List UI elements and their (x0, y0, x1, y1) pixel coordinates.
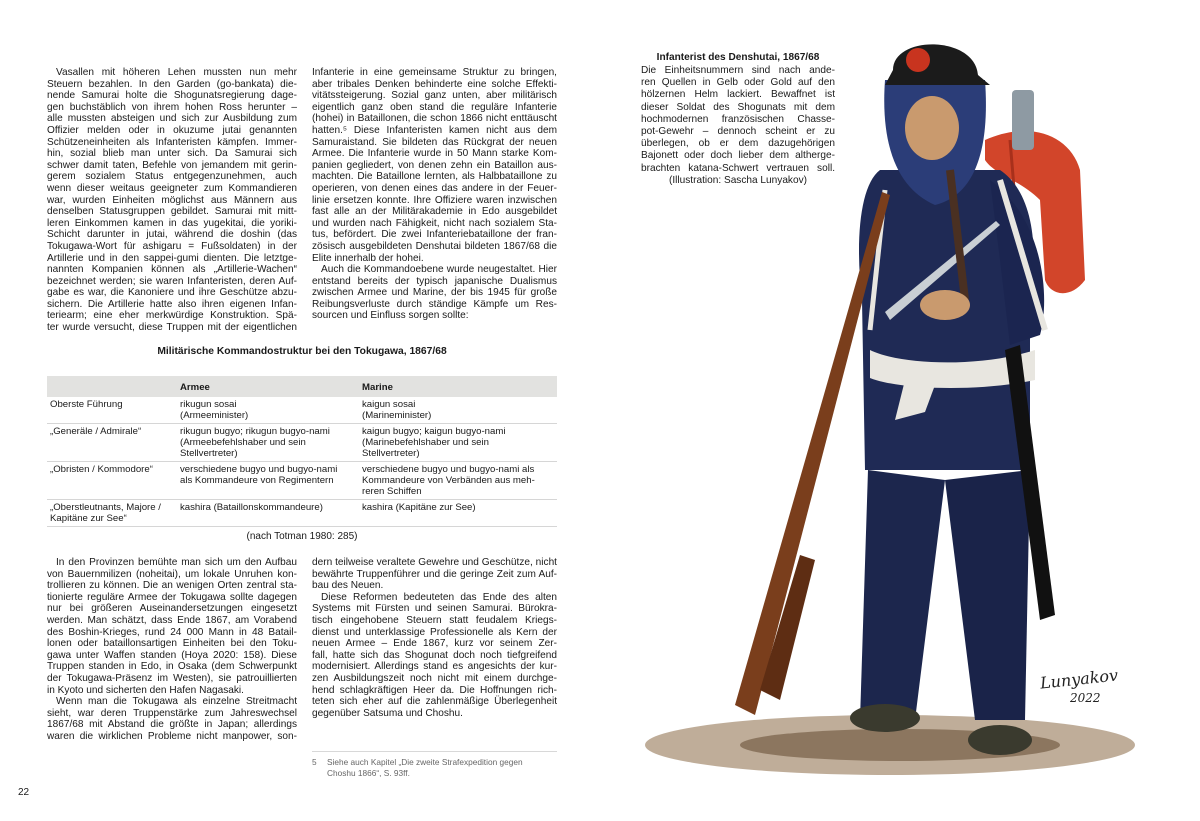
table-cell: „Oberstleutnants, Majore / Kapitäne zur See“ (47, 500, 177, 527)
text-line: In den Provinzen bemühte man sich um den Aufbau (56, 557, 297, 568)
table-cell: kaigun sosai (Marineminister) (359, 397, 557, 424)
table-cell: verschiedene bugyo und bugyo-nami als Kommandeure von Verbänden aus meh- reren Schiffen (359, 462, 557, 500)
text-line: linie ersetzen konnte. Ihre Offiziere waren inzwischen (312, 194, 557, 206)
table-source: (nach Totman 1980: 285) (246, 531, 358, 542)
text-line: zen Ausbildungszeit noch nicht mit einem durchge- (312, 672, 557, 684)
table-cell: „Obristen / Kommodore“ (47, 462, 177, 500)
text-line: fast alle an der Militärakademie in Edo ausgebildet (312, 206, 557, 218)
footnote-line: Choshu 1866“, S. 93ff. (327, 767, 410, 778)
text-line: Vasallen mit höheren Lehen mussten nun mehr (56, 67, 297, 78)
text-line: waren die wirklichen Probleme nicht manpower, son- (47, 730, 297, 742)
table-cell: „Generäle / Admirale“ (47, 424, 177, 462)
table-cell: kashira (Kapitäne zur See) (359, 500, 557, 527)
caption-credit: (Illustration: Sascha Lunyakov) (668, 174, 807, 186)
text-line: Truppen standen in Edo, in Osaka (dem Schwerpunkt (47, 661, 297, 673)
text-line: bezeichnet werden; sie waren Infanteristen, deren Auf- (47, 275, 297, 287)
text-line: zwischen Armee und Marine, der bis 1945 für große (312, 287, 557, 299)
text-line: operieren, von denen eines das andere in der Feuer- (312, 182, 557, 194)
text-line: hatten.⁵ Diese Infanteristen kamen nicht aus dem (312, 124, 557, 136)
text-line: bau des Neuen. (312, 580, 384, 592)
text-line: tisch eingehobene Steuern statt feudalem Kriegs- (312, 614, 557, 626)
text-line: Samuraistand. Sie bildeten das Rückgrat der neuen (312, 136, 557, 148)
command-structure-table (47, 376, 557, 527)
text-line: vitätssteigerung. Sozial ganz unten, aber militärisch (312, 90, 557, 102)
caption-line: Bajonett oder doch lieber dem altherge- (641, 150, 835, 162)
table-row (47, 462, 557, 500)
text-line: gerem sozialem Status entgegenzunehmen, auch (47, 171, 297, 183)
table-row (47, 397, 557, 424)
text-line: wenn dieser weitaus geeigneter zum Kommandieren (47, 182, 297, 194)
text-line: Elite innerhalb der hohei. (312, 252, 424, 264)
text-line: fall, hatte sich das Shogunat doch noch tiefgreifend (312, 649, 557, 661)
text-line: neuen Armee – Ende 1867, kurz vor seinem Zer- (312, 638, 557, 650)
table-cell: rikugun bugyo; rikugun bugyo-nami (Armeebefehlshaber und sein Stellvertreter) (177, 424, 359, 462)
text-line: ter wurde versucht, diese Truppen mit der eigentlichen (47, 322, 297, 334)
text-line: hin, sozial blieb man unter sich. Da Samurai sich (47, 148, 297, 160)
table-cell: kaigun bugyo; kaigun bugyo-nami (Marinebefehlshaber und sein Stellvertreter) (359, 424, 557, 462)
text-column-bottom-left (47, 557, 297, 743)
text-line: gegenüber Satsuma und Choshu. (312, 707, 463, 719)
text-line: hend schlagkräftigen Heer da. Die Hoffnungen rich- (312, 684, 557, 696)
uniform-body (859, 170, 1045, 720)
text-line: Diese Reformen bedeuteten das Ende des alten (321, 591, 557, 603)
text-line: Auch die Kommandoebene wurde neugestaltet. Hier (321, 264, 557, 276)
text-line: Artillerie und in den sappei-gumi dienten. Die letztge- (47, 252, 297, 264)
caption-line: dieser Soldat des Shogunats mit dem (641, 101, 835, 113)
text-line: Reibungsverluste durch ständige Kämpfe um Res- (312, 298, 557, 310)
table-cell: Oberste Führung (47, 397, 177, 424)
text-line: Schicht darunter in jutai, während die doshin (das (47, 229, 297, 241)
text-line: denselben Statusgruppen gebildet. Samurai mit mitt- (47, 206, 297, 218)
text-line: dern teilweise veraltete Gewehre und Geschütze, nicht (312, 557, 557, 568)
table-header-cell: Armee (177, 376, 359, 397)
text-line: von Bauernmilizen (noheitai), um lokale Unruhen kon- (47, 568, 297, 580)
footnote-line: Siehe auch Kapitel „Die zweite Strafexpedition gegen (327, 757, 523, 767)
table-header-cell (47, 376, 177, 397)
text-line: Tokugawa-Wort für ashigaru = Fußsoldaten) in der (47, 240, 297, 252)
text-line: (hohei) in Bataillonen, die schon 1866 nicht enttäuscht (312, 113, 557, 125)
text-line: werden. Man schätzt, dass Ende 1867, am Vorabend (47, 614, 297, 626)
text-line: eigentlich ganz oben stand die reguläre Infanterie (312, 101, 557, 113)
table-header-cell: Marine (359, 376, 557, 397)
table-row (47, 424, 557, 462)
text-line: lonen oder bataillonsartigen Einheiten bei den Toku- (47, 638, 297, 650)
text-line: sieht, war deren Truppenstärke zum Jahreswechsel (47, 707, 297, 719)
helmet (885, 44, 990, 85)
table-row (47, 500, 557, 527)
caption-line: überlegen, ob er dem dazugehörigen (641, 138, 835, 150)
caption-line: hochmodernen französischen Chasse- (641, 113, 835, 125)
page-number: 22 (18, 787, 30, 798)
text-line: Infanterie in eine gemeinsame Struktur zu bringen, (312, 67, 557, 78)
text-line: entstand bereits der typisch japanische Dualismus (312, 275, 557, 287)
text-line: gen buchstäblich von ihrem hohen Ross herunter – (47, 101, 297, 113)
text-line: panien gegliedert, von denen zehn ein Bataillon aus- (312, 159, 557, 171)
text-line: tionierte reguläre Armee der Tokugawa sollte dagegen (47, 591, 297, 603)
soldier-illustration (640, 30, 1140, 805)
table-cell: rikugun sosai (Armeeminister) (177, 397, 359, 424)
text-line: Armee. Die Infanterie wurde in 50 Mann starke Kom- (312, 148, 557, 160)
text-column-top-left (47, 67, 297, 334)
text-line: nende Samurai holte die Shogunatsregierung dage- (47, 90, 297, 102)
table-header-row (47, 376, 557, 397)
text-line: Schützeneinheiten als Infanteristen kämpfen. Immer- (47, 136, 297, 148)
caption-line: brachten katana-Schwert vertrauen soll. (641, 162, 835, 174)
text-line: zösisch ausgebildeten Denshutai bildeten 1867/68 die (312, 240, 557, 252)
text-line: sourcen und Einfluss sorgen sollte: (312, 310, 469, 322)
text-line: der Tokugawa-Präsenz im Westen), sie patrouillierten (47, 672, 297, 684)
signature-year: 2022 (1070, 691, 1101, 705)
artist-signature: Lunyakov (1039, 665, 1119, 693)
text-line: teriearm; eine eher merkwürdige Konstruktion. Spä- (47, 310, 297, 322)
text-line: gawa unter Waffen standen (Hoya 2020: 158). Diese (47, 649, 297, 661)
text-line: Wenn man die Tokugawa als einzelne Streitmacht (56, 696, 297, 708)
text-line: machten. Die Bataillone lernten, als Halbbataillone zu (312, 171, 557, 183)
text-line: gabe es war, die Kanoniere und ihre Geschütze abzu- (47, 287, 297, 299)
text-column-top-right (312, 67, 557, 322)
footnote-divider (312, 751, 557, 752)
hands (920, 290, 970, 320)
caption-line: hölzernen Helm lackiert. Bewaffnet ist (641, 89, 835, 101)
text-line: alle mussten absteigen und sich zur Ausbildung zum (47, 113, 297, 125)
text-line: 1867/68 mit Abstand die größte in Japan; allerdings (47, 719, 297, 731)
text-line: sichern. Die Artillerie hatte also ihren eigenen Infan- (47, 298, 297, 310)
helmet-emblem (906, 48, 930, 72)
text-line: Systems mit Fürsten und seinen Samurai. Bürokra- (312, 603, 557, 615)
caption-line: Die Einheitsnummern sind nach ande- (641, 65, 835, 76)
text-line: schwer damit taten, Befehle von jemandem mit gerin- (47, 159, 297, 171)
text-line: in Kyoto und sicherten den Hafen Nagasaki. (47, 684, 244, 696)
text-line: war, wurden Einheiten möglichst aus Männern aus (47, 194, 297, 206)
text-line: Steuern bezahlen. In den Garden (go-bankata) die- (47, 78, 297, 90)
text-line: teten sich eher auf die zahlenmäßige Überlegenheit (312, 696, 557, 708)
table-cell: kashira (Bataillonskommandeure) (177, 500, 359, 527)
canteen (1012, 90, 1034, 150)
footnote-number: 5 (312, 757, 317, 767)
text-line: trollieren zu können. Die an wenigen Orten zentral sta- (47, 580, 297, 592)
text-line: nannten Kompanien können als „Artillerie-Wachen“ (47, 264, 297, 276)
text-line: tus, befördert. Die zwei Infanteriebataillone der fran- (312, 229, 557, 241)
text-column-bottom-right (312, 557, 557, 719)
caption-title: Infanterist des Denshutai, 1867/68 (656, 52, 820, 63)
caption-line: pot-Gewehr – dennoch scheint er zu (641, 126, 835, 138)
text-line: des Boshin-Krieges, rund 24 000 Mann in 48 Batail- (47, 626, 297, 638)
text-line: nur bei größeren Auseinandersetzungen eingesetzt (47, 603, 297, 615)
text-line: Offizier melden oder in okuzume jutai genannten (47, 124, 297, 136)
text-line: und wurden nach Fähigkeit, nicht nach sozialem Sta- (312, 217, 557, 229)
table-cell: verschiedene bugyo und bugyo-nami als Kommandeure von Regimentern (177, 462, 359, 500)
text-line: bewährte Truppenführer und die geringe Zeit zum Auf- (312, 568, 557, 580)
text-line: leren Einkommen kamen in das yugekitai, die yoriki- (47, 217, 297, 229)
text-line: aber tribales Denken behinderte eine solche Effekti- (312, 78, 557, 90)
text-line: modernisiert. Allerdings stand es angesichts der kur- (312, 661, 557, 673)
text-line: dienst und unterklassige Professionelle als Kern der (312, 626, 557, 638)
table-title: Militärische Kommandostruktur bei den Tokugawa, 1867/68 (157, 346, 447, 357)
caption-line: ren Quellen in Gelb oder Gold auf den (641, 77, 835, 89)
